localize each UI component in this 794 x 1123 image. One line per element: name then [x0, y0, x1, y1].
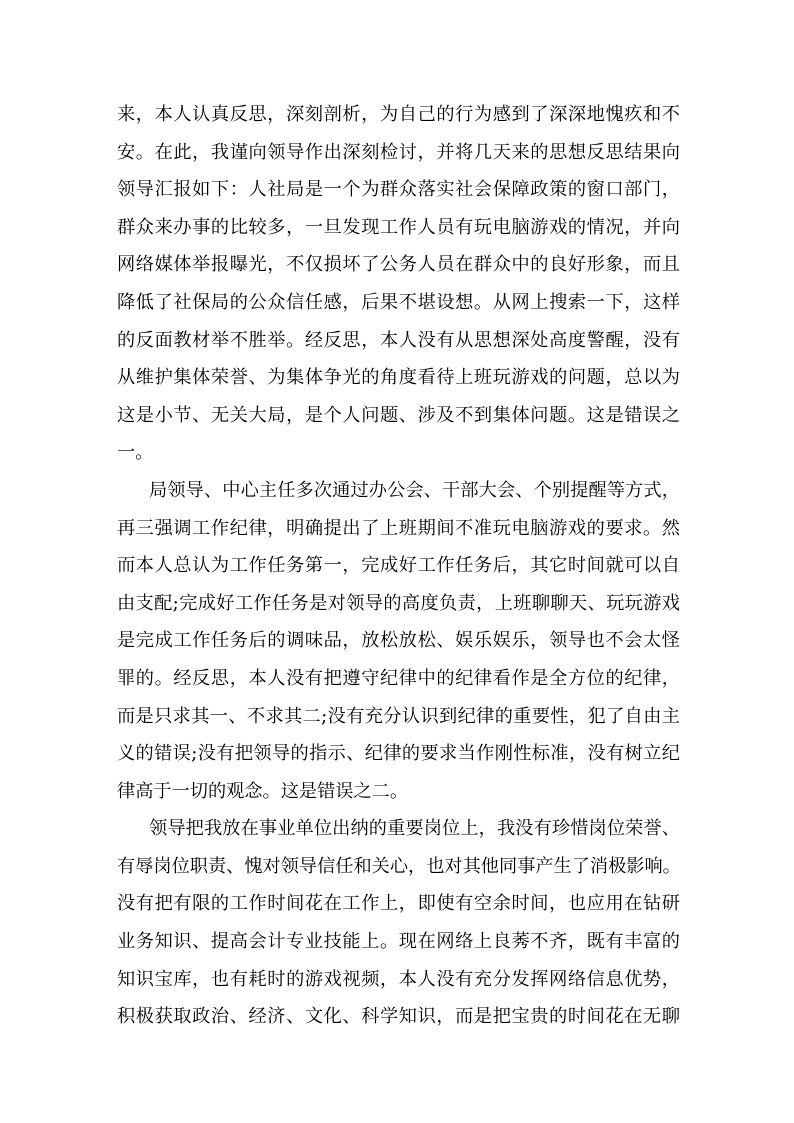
- text-line: 有辱岗位职责、愧对领导信任和关心，也对其他同事产生了消极影响。: [117, 855, 681, 877]
- text-line: 降低了社保局的公众信任感，后果不堪设想。从网上搜索一下，这样: [117, 291, 680, 313]
- text-line: 而是只求其一、不求其二;没有充分认识到纪律的重要性，犯了自由主: [117, 705, 680, 727]
- text-line: 义的错误;没有把领导的指示、纪律的要求当作刚性标准，没有树立纪: [117, 743, 680, 765]
- text-line: 一。: [117, 442, 154, 464]
- text-line: 安。在此，我谨向领导作出深刻检讨，并将几天来的思想反思结果向: [117, 141, 680, 163]
- text-line: 群众来办事的比较多，一旦发现工作人员有玩电脑游戏的情况，并向: [117, 216, 680, 238]
- text-line: 而本人总认为工作任务第一，完成好工作任务后，其它时间就可以自: [117, 555, 680, 577]
- text-line: 律高于一切的观念。这是错误之二。: [117, 780, 409, 802]
- paragraph-2: [117, 472, 680, 810]
- paragraph-3: [117, 810, 680, 1036]
- text-line: 来，本人认真反思，深刻剖析，为自己的行为感到了深深地愧疚和不: [117, 104, 680, 125]
- text-line: 的反面教材举不胜举。经反思，本人没有从思想深处高度警醒，没有: [117, 329, 680, 351]
- text-line: 由支配;完成好工作任务是对领导的高度负责，上班聊聊天、玩玩游戏: [117, 592, 680, 614]
- text-line: 再三强调工作纪律，明确提出了上班期间不准玩电脑游戏的要求。然: [117, 517, 680, 539]
- text-line: 这是小节、无关大局，是个人问题、涉及不到集体问题。这是错误之: [117, 404, 680, 426]
- text-line: 领导把我放在事业单位出纳的重要岗位上，我没有珍惜岗位荣誉、: [149, 818, 680, 840]
- text-line: 从维护集体荣誉、为集体争光的角度看待上班玩游戏的问题，总以为: [117, 367, 680, 389]
- text-line: 没有把有限的工作时间花在工作上，即使有空余时间，也应用在钻研: [117, 893, 680, 915]
- text-line: 罪的。经反思，本人没有把遵守纪律中的纪律看作是全方位的纪律，: [117, 667, 680, 689]
- paragraph-1: [117, 96, 680, 472]
- text-line: 积极获取政治、经济、文化、科学知识，而是把宝贵的时间花在无聊: [117, 1006, 680, 1028]
- text-line: 知识宝库，也有耗时的游戏视频，本人没有充分发挥网络信息优势，: [117, 968, 680, 990]
- text-line: 网络媒体举报曝光，不仅损坏了公务人员在群众中的良好形象，而且: [117, 254, 680, 276]
- document-body: [117, 96, 680, 1036]
- text-line: 是完成工作任务后的调味品，放松放松、娱乐娱乐，领导也不会太怪: [117, 630, 680, 652]
- text-line: 局领导、中心主任多次通过办公会、干部大会、个别提醒等方式，: [149, 479, 680, 501]
- text-line: 领导汇报如下：人社局是一个为群众落实社会保障政策的窗口部门，: [117, 179, 680, 201]
- text-line: 业务知识、提高会计专业技能上。现在网络上良莠不齐，既有丰富的: [117, 931, 680, 953]
